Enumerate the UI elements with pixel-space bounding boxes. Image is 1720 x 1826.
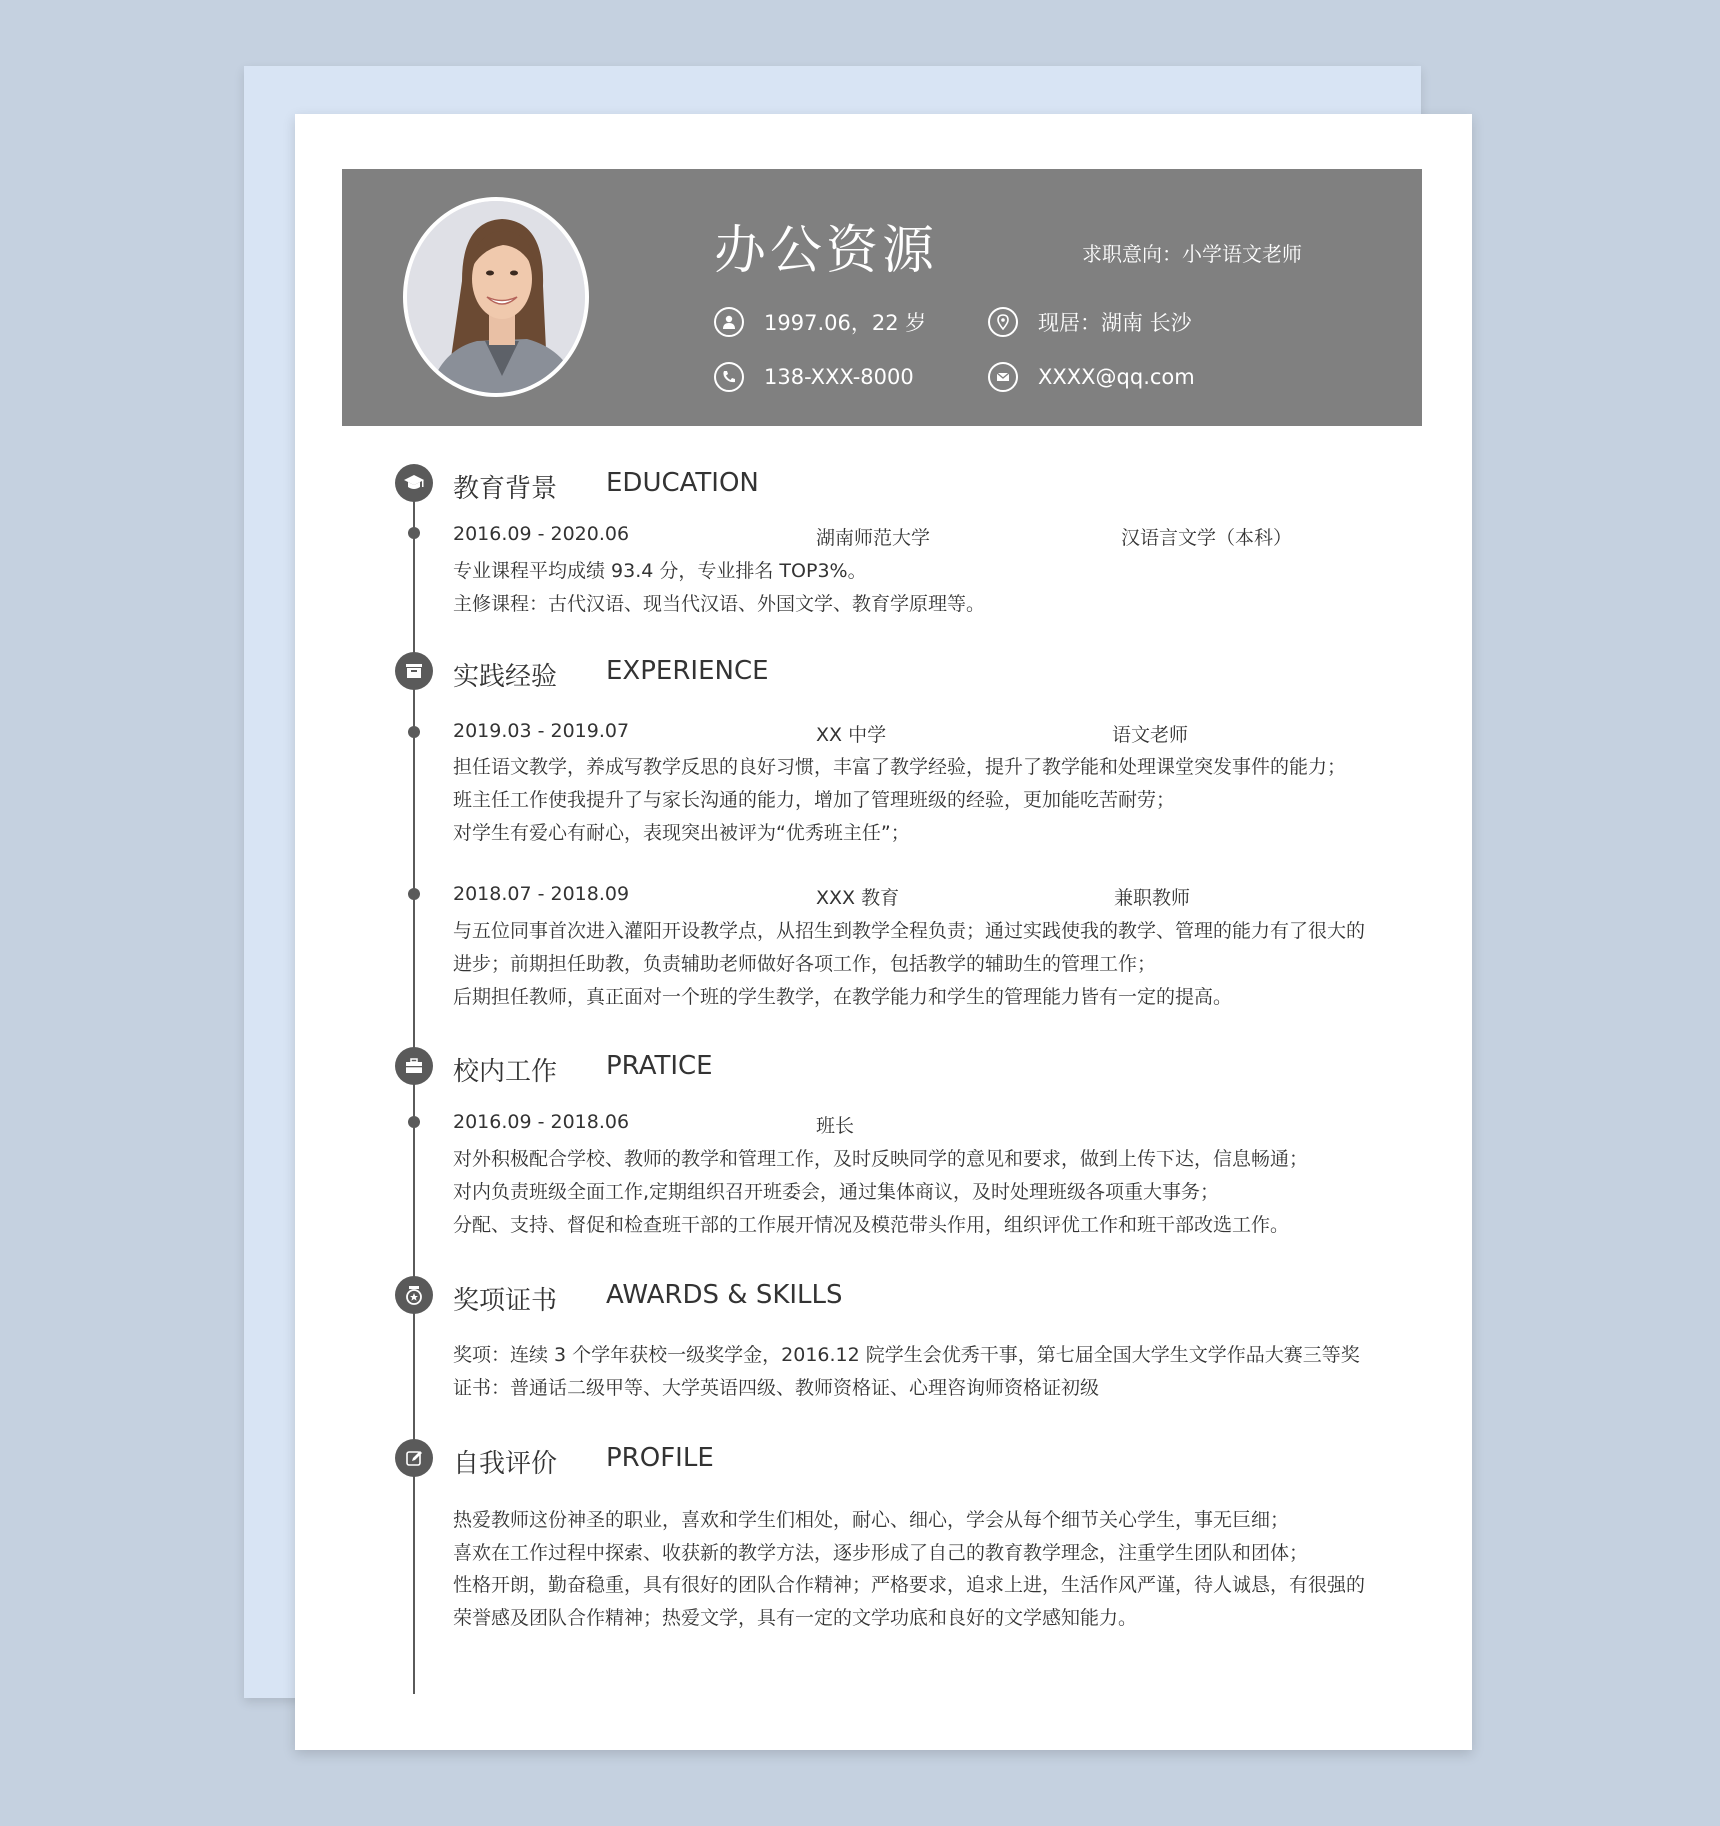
education-school: 湖南师范大学 xyxy=(816,527,931,549)
awards-title: 奖项证书 xyxy=(453,1286,558,1316)
education-major: 汉语言文学（本科） xyxy=(1121,527,1293,549)
profile-photo xyxy=(403,197,589,397)
birth-info xyxy=(714,307,926,337)
education-title: 教育背景 xyxy=(453,474,558,504)
practice-line: 对外积极配合学校、教师的教学和管理工作，及时反映同学的意见和要求，做到上传下达，信息畅通； xyxy=(453,1148,1309,1170)
timeline-dot xyxy=(408,888,420,900)
education-line: 专业课程平均成绩 93.4 分，专业排名 TOP3%。 xyxy=(453,560,867,582)
practice-date: 2016.09 - 2018.06 xyxy=(453,1111,630,1133)
experience-line: 班主任工作使我提升了与家长沟通的能力，增加了管理班级的经验，更加能吃苦耐劳； xyxy=(453,789,1176,811)
email-text: XXXX@qq.com xyxy=(1038,365,1195,389)
education-date: 2016.09 - 2020.06 xyxy=(453,523,630,545)
experience-line: 担任语文教学，养成写教学反思的良好习惯，丰富了教学经验，提升了教学能和处理课堂突发事件的能力； xyxy=(453,756,1347,778)
education-line: 主修课程：古代汉语、现当代汉语、外国文学、教育学原理等。 xyxy=(453,593,986,615)
profile-title: 自我评价 xyxy=(453,1449,558,1479)
experience-org: XX 中学 xyxy=(816,724,887,746)
candidate-name: 办公资源 xyxy=(714,221,939,281)
phone-icon xyxy=(714,362,744,392)
profile-line: 喜欢在工作过程中探索、收获新的教学方法，逐步形成了自己的教育教学理念，注重学生团队和团体； xyxy=(453,1542,1309,1564)
medal-icon xyxy=(395,1276,433,1314)
timeline-dot xyxy=(408,726,420,738)
graduation-cap-icon xyxy=(395,464,433,502)
awards-title-en: AWARDS & SKILLS xyxy=(606,1280,843,1310)
experience-role: 兼职教师 xyxy=(1114,887,1191,909)
phone-text: 138-XXX-8000 xyxy=(764,365,914,389)
practice-line: 对内负责班级全面工作,定期组织召开班委会，通过集体商议，及时处理班级各项重大事务； xyxy=(453,1181,1220,1203)
awards-line: 证书：普通话二级甲等、大学英语四级、教师资格证、心理咨询师资格证初级 xyxy=(453,1377,1100,1399)
timeline-dot xyxy=(408,527,420,539)
user-icon xyxy=(714,307,744,337)
profile-line: 性格开朗，勤奋稳重，具有很好的团队合作精神；严格要求，追求上进，生活作风严谨，待人诚恳，有很强的 xyxy=(453,1574,1366,1596)
practice-title-en: PRATICE xyxy=(606,1051,713,1081)
email-info xyxy=(988,362,1195,392)
edit-icon xyxy=(395,1439,433,1477)
practice-role: 班长 xyxy=(816,1115,855,1137)
experience-line: 与五位同事首次进入灌阳开设教学点，从招生到教学全程负责；通过实践使我的教学、管理的能力有了很大的 xyxy=(453,920,1366,942)
profile-line: 热爱教师这份神圣的职业，喜欢和学生们相处，耐心、细心，学会从每个细节关心学生，事无巨细； xyxy=(453,1509,1290,1531)
experience-line: 进步；前期担任助教，负责辅助老师做好各项工作，包括教学的辅助生的管理工作； xyxy=(453,953,1157,975)
location-text: 现居：湖南 长沙 xyxy=(1038,311,1192,335)
experience-org: XXX 教育 xyxy=(816,887,900,909)
awards-line: 奖项：连续 3 个学年获校一级奖学金，2016.12 院学生会优秀干事，第七届全国大学生文学作品大赛三等奖 xyxy=(453,1344,1360,1366)
experience-date: 2018.07 - 2018.09 xyxy=(453,883,630,905)
profile-title-en: PROFILE xyxy=(606,1443,714,1473)
birth-text: 1997.06，22 岁 xyxy=(764,311,927,335)
experience-line: 后期担任教师，真正面对一个班的学生教学，在教学能力和学生的管理能力皆有一定的提高。 xyxy=(453,986,1233,1008)
experience-date: 2019.03 - 2019.07 xyxy=(453,720,630,742)
education-title-en: EDUCATION xyxy=(606,468,759,498)
briefcase-icon xyxy=(395,1047,433,1085)
experience-role: 语文老师 xyxy=(1112,724,1189,746)
location-info xyxy=(988,307,1192,337)
experience-line: 对学生有爱心有耐心，表现突出被评为“优秀班主任”； xyxy=(453,822,910,844)
job-intent: 求职意向：小学语文老师 xyxy=(1082,242,1302,266)
mail-icon xyxy=(988,362,1018,392)
experience-title-en: EXPERIENCE xyxy=(606,656,769,686)
profile-line: 荣誉感及团队合作精神；热爱文学，具有一定的文学功底和良好的文学感知能力。 xyxy=(453,1607,1138,1629)
phone-info xyxy=(714,362,914,392)
practice-line: 分配、支持、督促和检查班干部的工作展开情况及模范带头作用，组织评优工作和班干部改选工作。 xyxy=(453,1214,1290,1236)
location-icon xyxy=(988,307,1018,337)
timeline-dot xyxy=(408,1116,420,1128)
inbox-icon xyxy=(395,652,433,690)
experience-title: 实践经验 xyxy=(453,662,558,692)
practice-title: 校内工作 xyxy=(453,1057,558,1087)
